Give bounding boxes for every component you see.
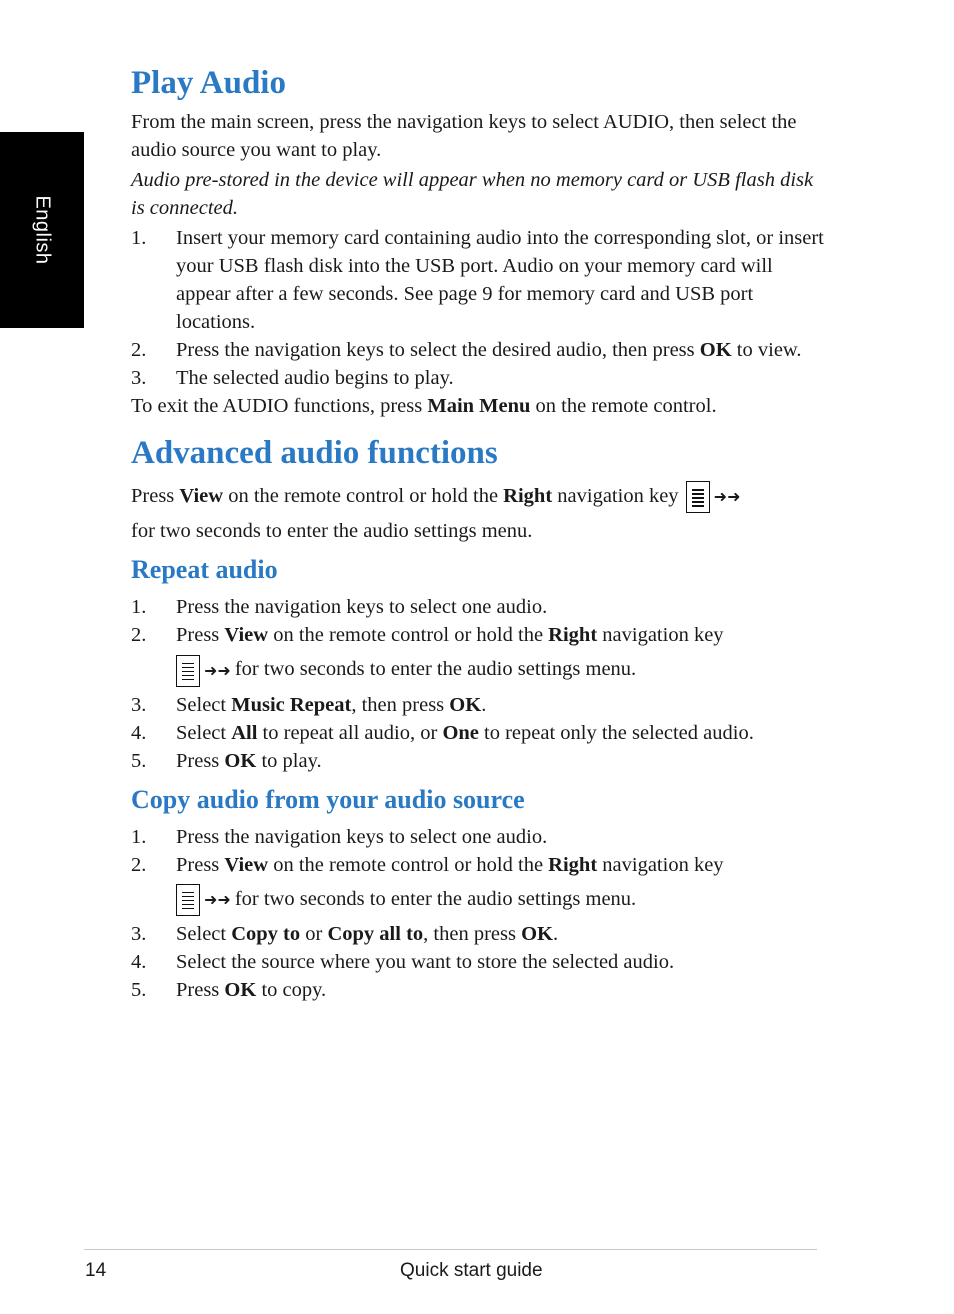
copy-audio-steps	[131, 823, 831, 1004]
page-content	[131, 62, 831, 1004]
copy-key-line: ➜➜ for two seconds to enter the audio settings menu.	[176, 879, 831, 920]
footer-title: Quick start guide	[400, 1260, 543, 1281]
footer-divider	[84, 1249, 817, 1250]
double-right-arrow-icon: ➜➜	[204, 889, 231, 909]
repeat-key-line: ➜➜ for two seconds to enter the audio settings menu.	[176, 649, 831, 690]
list-item: 1. Press the navigation keys to select one audio.	[131, 825, 548, 848]
play-audio-heading: Play Audio	[131, 65, 286, 101]
list-item: 3. The selected audio begins to play.	[131, 367, 454, 389]
double-right-arrow-icon: ➜➜	[204, 660, 231, 680]
menu-key-icon	[686, 481, 710, 513]
page-number: 14	[85, 1260, 107, 1281]
repeat-audio-heading: Repeat audio	[131, 555, 278, 585]
play-audio-steps	[131, 224, 831, 392]
menu-key-icon	[176, 655, 200, 687]
list-item: 1. Press the navigation keys to select one audio.	[131, 596, 548, 619]
advanced-heading: Advanced audio functions	[131, 435, 498, 471]
list-item: 2. Press View on the remote control or hold the Right navigation key ➜➜ for two seconds to enter the audio settings menu.	[131, 851, 831, 920]
list-item: 5. Press OK to play.	[131, 749, 322, 772]
double-right-arrow-icon: ➜➜	[713, 487, 741, 507]
repeat-audio-steps	[131, 593, 831, 774]
list-item: 4. Select the source where you want to store the selected audio.	[131, 950, 675, 973]
list-item: 4. Select All to repeat all audio, or One to repeat only the selected audio.	[131, 721, 754, 744]
list-item: 3. Select Music Repeat, then press OK.	[131, 693, 487, 716]
play-audio-intro: From the main screen, press the navigation keys to select AUDIO, then select the audio source you want to play.	[131, 111, 797, 161]
menu-key-icon	[176, 884, 200, 916]
play-audio-exit: To exit the AUDIO functions, press Main Menu on the remote control.	[131, 395, 717, 417]
list-item: 3. Select Copy to or Copy all to, then press OK.	[131, 922, 559, 945]
list-item: 2. Press View on the remote control or hold the Right navigation key ➜➜ for two seconds to enter the audio settings menu.	[131, 621, 831, 690]
copy-audio-heading: Copy audio from your audio source	[131, 784, 525, 814]
list-item: 2. Press the navigation keys to select the desired audio, then press OK to view.	[131, 339, 802, 361]
language-tab-label: English	[31, 195, 54, 265]
play-audio-note: Audio pre-stored in the device will appear when no memory card or USB flash disk is connected.	[131, 169, 814, 219]
list-item: 5. Press OK to copy.	[131, 978, 327, 1001]
advanced-paragraph: Press View on the remote control or hold the Right navigation key ➜➜	[131, 476, 831, 517]
list-item: 1. Insert your memory card containing audio into the corresponding slot, or insert your USB flash disk into the USB port. Audio on your memory card will appear after a few seconds. See page 9 for memory card and USB port locations.	[131, 227, 824, 333]
advanced-paragraph-end: for two seconds to enter the audio settings menu.	[131, 520, 533, 543]
